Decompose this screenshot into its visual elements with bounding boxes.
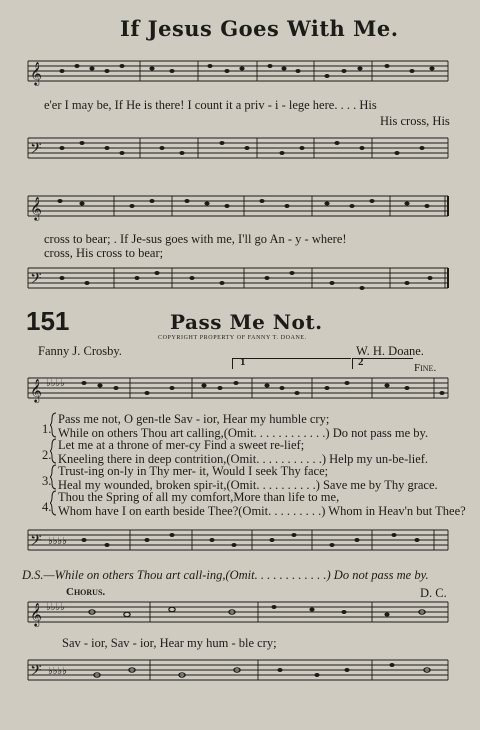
hymn-title-top: If Jesus Goes With Me.: [120, 16, 399, 41]
verse-4-line-a: Thou the Spring of all my comfort,More than life to me,: [58, 490, 340, 504]
staff-treble-151: [22, 372, 450, 406]
staff-treble-1: [22, 56, 450, 88]
verse-2-line-b: Kneeling there in deep contrition,(Omit. . . . . . . . . . .) Help my un-be-lief.: [58, 452, 429, 466]
svg-text:♭♭♭♭: ♭♭♭♭: [46, 602, 65, 613]
copyright-notice: COPYRIGHT PROPERTY OF FANNY T. DOANE.: [158, 335, 307, 341]
verse-3-line-a: Trust-ing on-ly in Thy mer- it, Would I seek Thy face;: [58, 464, 329, 478]
svg-text:𝄞: 𝄞: [30, 198, 42, 220]
hymn-composer: W. H. Doane.: [356, 344, 424, 358]
hymn-number: 151: [26, 306, 70, 336]
svg-text:𝄢: 𝄢: [30, 140, 42, 160]
svg-text:♭♭♭♭: ♭♭♭♭: [48, 666, 67, 677]
verse-braces: [50, 412, 58, 520]
svg-text:𝄞: 𝄞: [30, 63, 42, 85]
hymn-title: Pass Me Not.: [170, 310, 323, 334]
first-ending-bracket: [232, 358, 351, 369]
verse-4-line-b: Whom have I on earth beside Thee?(Omit. . . . . . . . .) Whom in Heav'n but Thee?: [58, 504, 466, 518]
dc-marking: D. C.: [420, 586, 447, 600]
staff-bass-1: [22, 128, 450, 170]
staff-bass-2: [22, 262, 450, 302]
verse-1-line-a: Pass me not, O gen-tle Sav - ior, Hear my humble cry;: [58, 412, 330, 426]
lyrics-top-line1: e'er I may be, If He is there! I count it a priv - i - lege here. . . . His: [44, 98, 377, 112]
svg-text:♭♭♭♭: ♭♭♭♭: [48, 536, 67, 547]
verse-3-number: 3.: [42, 474, 52, 488]
svg-text:𝄞: 𝄞: [30, 604, 42, 626]
staff-bass-151: [22, 522, 450, 562]
svg-text:𝄢: 𝄢: [30, 270, 42, 290]
staff-treble-2: [22, 190, 450, 224]
svg-text:𝄢: 𝄢: [30, 662, 42, 682]
verse-1-line-b: While on others Thou art calling,(Omit. . . . . . . . . . . .) Do not pass me by.: [58, 426, 429, 440]
verse-2-line-a: Let me at a throne of mer-cy Find a sweet re-lief;: [58, 438, 305, 452]
chorus-label: Chorus.: [66, 586, 106, 598]
second-ending-label: 2: [358, 356, 364, 368]
verse-1-number: 1.: [42, 422, 52, 436]
first-ending-label: 1: [240, 356, 246, 368]
ds-instruction: D.S.—While on others Thou art call-ing,(Omit. . . . . . . . . . . .) Do not pass me by.: [22, 568, 429, 582]
verse-2-number: 2.: [42, 448, 52, 462]
lyrics-top-line1-alt: His cross, His: [380, 114, 450, 128]
svg-text:𝄞: 𝄞: [30, 380, 42, 402]
svg-text:♭♭♭♭: ♭♭♭♭: [46, 378, 65, 389]
lyrics-top-line2-alt: cross, His cross to bear;: [44, 246, 164, 260]
verse-4-number: 4.: [42, 500, 52, 514]
verse-3-line-b: Heal my wounded, broken spir-it,(Omit. . . . . . . . . .) Save me by Thy grace.: [58, 478, 438, 492]
staff-treble-chorus: [22, 596, 450, 630]
lyrics-top-line2: cross to bear; . If Je-sus goes with me, I'll go An - y - where!: [44, 232, 347, 246]
staff-bass-chorus: [22, 652, 450, 692]
chorus-lyrics: Sav - ior, Sav - ior, Hear my hum - ble cry;: [62, 636, 277, 650]
svg-text:𝄢: 𝄢: [30, 532, 42, 552]
fine-marking: Fine.: [414, 362, 437, 374]
hymn-author: Fanny J. Crosby.: [38, 344, 122, 358]
